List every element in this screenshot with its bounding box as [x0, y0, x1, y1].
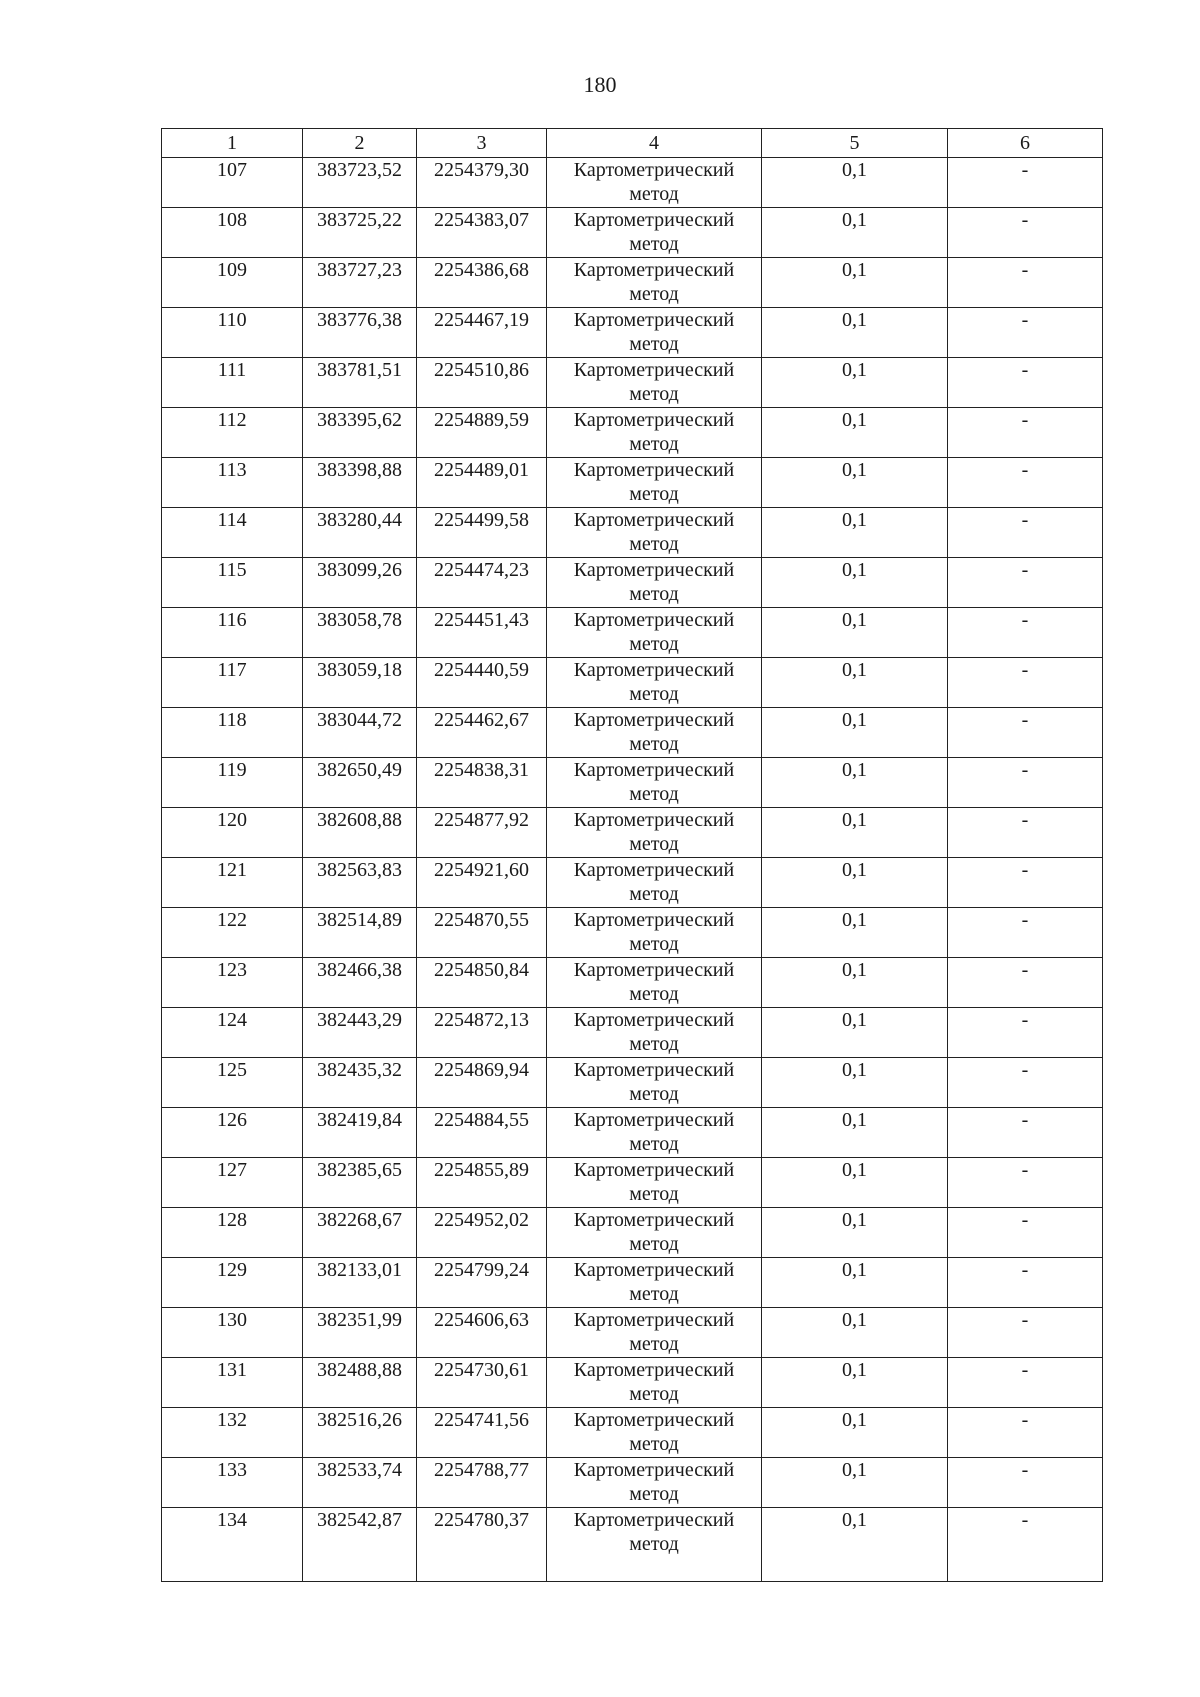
point-number-cell: 112 — [162, 408, 303, 458]
accuracy-cell: 0,1 — [762, 1058, 948, 1108]
table-row — [162, 558, 1103, 608]
method-line: Картометрический — [573, 1009, 735, 1031]
method-cell — [547, 1458, 762, 1508]
column-header: 4 — [547, 129, 762, 158]
note-cell: - — [948, 1158, 1103, 1208]
method-cell — [547, 158, 762, 208]
y-coordinate-cell: 2254855,89 — [417, 1158, 547, 1208]
x-coordinate-cell: 382268,67 — [303, 1208, 417, 1258]
x-coordinate-cell: 383727,23 — [303, 258, 417, 308]
point-number-cell: 133 — [162, 1458, 303, 1508]
y-coordinate-cell: 2254741,56 — [417, 1408, 547, 1458]
method-line: Картометрический — [573, 309, 735, 331]
accuracy-cell: 0,1 — [762, 308, 948, 358]
y-coordinate-cell: 2254889,59 — [417, 408, 547, 458]
accuracy-cell: 0,1 — [762, 1108, 948, 1158]
note-cell: - — [948, 258, 1103, 308]
method-line: метод — [629, 1383, 679, 1405]
point-number-cell: 128 — [162, 1208, 303, 1258]
y-coordinate-cell: 2254510,86 — [417, 358, 547, 408]
method-line: метод — [629, 1433, 679, 1455]
method-cell — [547, 258, 762, 308]
method-cell — [547, 1308, 762, 1358]
column-header: 6 — [948, 129, 1103, 158]
column-header: 2 — [303, 129, 417, 158]
method-line: метод — [629, 933, 679, 955]
table-row — [162, 858, 1103, 908]
method-line: Картометрический — [573, 959, 735, 981]
column-header: 3 — [417, 129, 547, 158]
x-coordinate-cell: 383044,72 — [303, 708, 417, 758]
accuracy-cell: 0,1 — [762, 408, 948, 458]
method-line: метод — [629, 1233, 679, 1255]
y-coordinate-cell: 2254799,24 — [417, 1258, 547, 1308]
method-cell — [547, 1208, 762, 1258]
method-cell — [547, 658, 762, 708]
method-line: Картометрический — [573, 559, 735, 581]
method-line: метод — [629, 1333, 679, 1355]
method-cell — [547, 1358, 762, 1408]
method-line: метод — [629, 683, 679, 705]
point-number-cell: 110 — [162, 308, 303, 358]
method-line: Картометрический — [573, 1209, 735, 1231]
x-coordinate-cell: 382435,32 — [303, 1058, 417, 1108]
x-coordinate-cell: 383723,52 — [303, 158, 417, 208]
column-header: 1 — [162, 129, 303, 158]
accuracy-cell: 0,1 — [762, 808, 948, 858]
point-number-cell: 114 — [162, 508, 303, 558]
method-line: Картометрический — [573, 909, 735, 931]
method-cell — [547, 558, 762, 608]
y-coordinate-cell: 2254730,61 — [417, 1358, 547, 1408]
method-line: Картометрический — [573, 1259, 735, 1281]
note-cell: - — [948, 508, 1103, 558]
method-line: метод — [629, 233, 679, 255]
x-coordinate-cell: 383099,26 — [303, 558, 417, 608]
method-cell — [547, 308, 762, 358]
x-coordinate-cell: 382533,74 — [303, 1458, 417, 1508]
x-coordinate-cell: 383398,88 — [303, 458, 417, 508]
note-cell: - — [948, 958, 1103, 1008]
table-row — [162, 308, 1103, 358]
method-cell — [547, 908, 762, 958]
method-line: метод — [629, 183, 679, 205]
method-line: Картометрический — [573, 1109, 735, 1131]
table-row — [162, 608, 1103, 658]
note-cell: - — [948, 1308, 1103, 1358]
note-cell: - — [948, 1008, 1103, 1058]
note-cell: - — [948, 1108, 1103, 1158]
x-coordinate-cell: 382133,01 — [303, 1258, 417, 1308]
x-coordinate-cell: 383280,44 — [303, 508, 417, 558]
table-row — [162, 658, 1103, 708]
point-number-cell: 124 — [162, 1008, 303, 1058]
table-row — [162, 1208, 1103, 1258]
y-coordinate-cell: 2254884,55 — [417, 1108, 547, 1158]
point-number-cell: 107 — [162, 158, 303, 208]
method-line: метод — [629, 1483, 679, 1505]
x-coordinate-cell: 382351,99 — [303, 1308, 417, 1358]
note-cell: - — [948, 158, 1103, 208]
x-coordinate-cell: 382542,87 — [303, 1508, 417, 1582]
point-number-cell: 108 — [162, 208, 303, 258]
note-cell: - — [948, 1408, 1103, 1458]
method-cell — [547, 808, 762, 858]
x-coordinate-cell: 382488,88 — [303, 1358, 417, 1408]
table-body — [162, 158, 1103, 1582]
y-coordinate-cell: 2254952,02 — [417, 1208, 547, 1258]
method-line: Картометрический — [573, 509, 735, 531]
method-line: метод — [629, 883, 679, 905]
accuracy-cell: 0,1 — [762, 1258, 948, 1308]
y-coordinate-cell: 2254870,55 — [417, 908, 547, 958]
accuracy-cell: 0,1 — [762, 608, 948, 658]
method-line: Картометрический — [573, 209, 735, 231]
point-number-cell: 123 — [162, 958, 303, 1008]
table-row — [162, 1258, 1103, 1308]
method-line: метод — [629, 1283, 679, 1305]
point-number-cell: 118 — [162, 708, 303, 758]
y-coordinate-cell: 2254869,94 — [417, 1058, 547, 1108]
accuracy-cell: 0,1 — [762, 208, 948, 258]
point-number-cell: 125 — [162, 1058, 303, 1108]
x-coordinate-cell: 382419,84 — [303, 1108, 417, 1158]
y-coordinate-cell: 2254872,13 — [417, 1008, 547, 1058]
method-line: метод — [629, 283, 679, 305]
column-header: 5 — [762, 129, 948, 158]
method-cell — [547, 708, 762, 758]
method-line: метод — [629, 783, 679, 805]
method-line: Картометрический — [573, 409, 735, 431]
point-number-cell: 126 — [162, 1108, 303, 1158]
method-line: Картометрический — [573, 859, 735, 881]
method-cell — [547, 1008, 762, 1058]
method-line: Картометрический — [573, 809, 735, 831]
table-row — [162, 1108, 1103, 1158]
point-number-cell: 122 — [162, 908, 303, 958]
accuracy-cell: 0,1 — [762, 258, 948, 308]
table-row — [162, 358, 1103, 408]
method-line: Картометрический — [573, 259, 735, 281]
method-cell — [547, 508, 762, 558]
note-cell: - — [948, 458, 1103, 508]
method-cell — [547, 408, 762, 458]
table-row — [162, 758, 1103, 808]
table-row — [162, 1058, 1103, 1108]
method-line: Картометрический — [573, 1459, 735, 1481]
method-cell — [547, 608, 762, 658]
y-coordinate-cell: 2254788,77 — [417, 1458, 547, 1508]
point-number-cell: 115 — [162, 558, 303, 608]
note-cell: - — [948, 608, 1103, 658]
point-number-cell: 119 — [162, 758, 303, 808]
x-coordinate-cell: 382514,89 — [303, 908, 417, 958]
table-header-row — [162, 129, 1103, 158]
accuracy-cell: 0,1 — [762, 358, 948, 408]
note-cell: - — [948, 658, 1103, 708]
note-cell: - — [948, 1208, 1103, 1258]
accuracy-cell: 0,1 — [762, 908, 948, 958]
method-cell — [547, 1508, 762, 1582]
y-coordinate-cell: 2254440,59 — [417, 658, 547, 708]
table-row — [162, 1008, 1103, 1058]
point-number-cell: 116 — [162, 608, 303, 658]
point-number-cell: 113 — [162, 458, 303, 508]
table-row — [162, 1408, 1103, 1458]
table-row — [162, 158, 1103, 208]
point-number-cell: 121 — [162, 858, 303, 908]
x-coordinate-cell: 382466,38 — [303, 958, 417, 1008]
x-coordinate-cell: 383395,62 — [303, 408, 417, 458]
accuracy-cell: 0,1 — [762, 1508, 948, 1582]
accuracy-cell: 0,1 — [762, 708, 948, 758]
point-number-cell: 132 — [162, 1408, 303, 1458]
method-line: Картометрический — [573, 459, 735, 481]
x-coordinate-cell: 382608,88 — [303, 808, 417, 858]
point-number-cell: 131 — [162, 1358, 303, 1408]
note-cell: - — [948, 708, 1103, 758]
method-cell — [547, 858, 762, 908]
method-line: метод — [629, 833, 679, 855]
x-coordinate-cell: 383058,78 — [303, 608, 417, 658]
y-coordinate-cell: 2254489,01 — [417, 458, 547, 508]
accuracy-cell: 0,1 — [762, 158, 948, 208]
table-row — [162, 908, 1103, 958]
x-coordinate-cell: 383776,38 — [303, 308, 417, 358]
method-cell — [547, 358, 762, 408]
y-coordinate-cell: 2254921,60 — [417, 858, 547, 908]
x-coordinate-cell: 382516,26 — [303, 1408, 417, 1458]
x-coordinate-cell: 383781,51 — [303, 358, 417, 408]
method-line: Картометрический — [573, 359, 735, 381]
accuracy-cell: 0,1 — [762, 858, 948, 908]
point-number-cell: 127 — [162, 1158, 303, 1208]
point-number-cell: 120 — [162, 808, 303, 858]
page-number: 180 — [583, 72, 617, 97]
method-line: Картометрический — [573, 1159, 735, 1181]
note-cell: - — [948, 358, 1103, 408]
method-line: метод — [629, 583, 679, 605]
accuracy-cell: 0,1 — [762, 1008, 948, 1058]
method-line: метод — [629, 1533, 679, 1555]
x-coordinate-cell: 382563,83 — [303, 858, 417, 908]
accuracy-cell: 0,1 — [762, 1158, 948, 1208]
method-line: метод — [629, 733, 679, 755]
method-line: метод — [629, 383, 679, 405]
note-cell: - — [948, 758, 1103, 808]
method-line: Картометрический — [573, 1359, 735, 1381]
method-line: метод — [629, 533, 679, 555]
method-line: метод — [629, 633, 679, 655]
accuracy-cell: 0,1 — [762, 1408, 948, 1458]
table-row — [162, 258, 1103, 308]
method-line: метод — [629, 333, 679, 355]
note-cell: - — [948, 1458, 1103, 1508]
accuracy-cell: 0,1 — [762, 458, 948, 508]
method-cell — [547, 208, 762, 258]
y-coordinate-cell: 2254386,68 — [417, 258, 547, 308]
table-row — [162, 1358, 1103, 1408]
x-coordinate-cell: 382650,49 — [303, 758, 417, 808]
note-cell: - — [948, 908, 1103, 958]
y-coordinate-cell: 2254850,84 — [417, 958, 547, 1008]
point-number-cell: 129 — [162, 1258, 303, 1308]
y-coordinate-cell: 2254474,23 — [417, 558, 547, 608]
method-line: Картометрический — [573, 159, 735, 181]
method-line: Картометрический — [573, 1309, 735, 1331]
table-row — [162, 958, 1103, 1008]
point-number-cell: 130 — [162, 1308, 303, 1358]
point-number-cell: 109 — [162, 258, 303, 308]
note-cell: - — [948, 858, 1103, 908]
method-line: метод — [629, 1183, 679, 1205]
coordinates-table — [161, 128, 1103, 1582]
accuracy-cell: 0,1 — [762, 958, 948, 1008]
y-coordinate-cell: 2254877,92 — [417, 808, 547, 858]
method-cell — [547, 1108, 762, 1158]
table-row — [162, 1158, 1103, 1208]
table-row — [162, 408, 1103, 458]
x-coordinate-cell: 383725,22 — [303, 208, 417, 258]
note-cell: - — [948, 1058, 1103, 1108]
note-cell: - — [948, 1508, 1103, 1582]
table-row — [162, 208, 1103, 258]
table-row — [162, 458, 1103, 508]
table-row — [162, 508, 1103, 558]
method-line: Картометрический — [573, 759, 735, 781]
method-line: метод — [629, 483, 679, 505]
table-row — [162, 1308, 1103, 1358]
accuracy-cell: 0,1 — [762, 1208, 948, 1258]
method-line: Картометрический — [573, 1509, 735, 1531]
method-cell — [547, 758, 762, 808]
note-cell: - — [948, 1358, 1103, 1408]
method-line: Картометрический — [573, 1409, 735, 1431]
y-coordinate-cell: 2254379,30 — [417, 158, 547, 208]
note-cell: - — [948, 308, 1103, 358]
y-coordinate-cell: 2254838,31 — [417, 758, 547, 808]
table-row — [162, 708, 1103, 758]
accuracy-cell: 0,1 — [762, 1358, 948, 1408]
note-cell: - — [948, 1258, 1103, 1308]
y-coordinate-cell: 2254467,19 — [417, 308, 547, 358]
point-number-cell: 134 — [162, 1508, 303, 1582]
method-cell — [547, 1408, 762, 1458]
accuracy-cell: 0,1 — [762, 1458, 948, 1508]
method-line: Картометрический — [573, 659, 735, 681]
accuracy-cell: 0,1 — [762, 658, 948, 708]
note-cell: - — [948, 208, 1103, 258]
accuracy-cell: 0,1 — [762, 558, 948, 608]
method-line: метод — [629, 983, 679, 1005]
method-line: Картометрический — [573, 609, 735, 631]
method-cell — [547, 1058, 762, 1108]
method-cell — [547, 1258, 762, 1308]
y-coordinate-cell: 2254780,37 — [417, 1508, 547, 1582]
method-line: метод — [629, 1033, 679, 1055]
x-coordinate-cell: 382443,29 — [303, 1008, 417, 1058]
method-cell — [547, 958, 762, 1008]
x-coordinate-cell: 383059,18 — [303, 658, 417, 708]
table-row — [162, 1508, 1103, 1582]
y-coordinate-cell: 2254606,63 — [417, 1308, 547, 1358]
y-coordinate-cell: 2254451,43 — [417, 608, 547, 658]
y-coordinate-cell: 2254383,07 — [417, 208, 547, 258]
accuracy-cell: 0,1 — [762, 508, 948, 558]
method-line: Картометрический — [573, 1059, 735, 1081]
table-row — [162, 808, 1103, 858]
method-cell — [547, 1158, 762, 1208]
method-line: Картометрический — [573, 709, 735, 731]
note-cell: - — [948, 808, 1103, 858]
method-line: метод — [629, 1133, 679, 1155]
point-number-cell: 111 — [162, 358, 303, 408]
table-row — [162, 1458, 1103, 1508]
method-cell — [547, 458, 762, 508]
note-cell: - — [948, 558, 1103, 608]
method-line: метод — [629, 433, 679, 455]
note-cell: - — [948, 408, 1103, 458]
accuracy-cell: 0,1 — [762, 758, 948, 808]
x-coordinate-cell: 382385,65 — [303, 1158, 417, 1208]
method-line: метод — [629, 1083, 679, 1105]
y-coordinate-cell: 2254462,67 — [417, 708, 547, 758]
accuracy-cell: 0,1 — [762, 1308, 948, 1358]
point-number-cell: 117 — [162, 658, 303, 708]
y-coordinate-cell: 2254499,58 — [417, 508, 547, 558]
